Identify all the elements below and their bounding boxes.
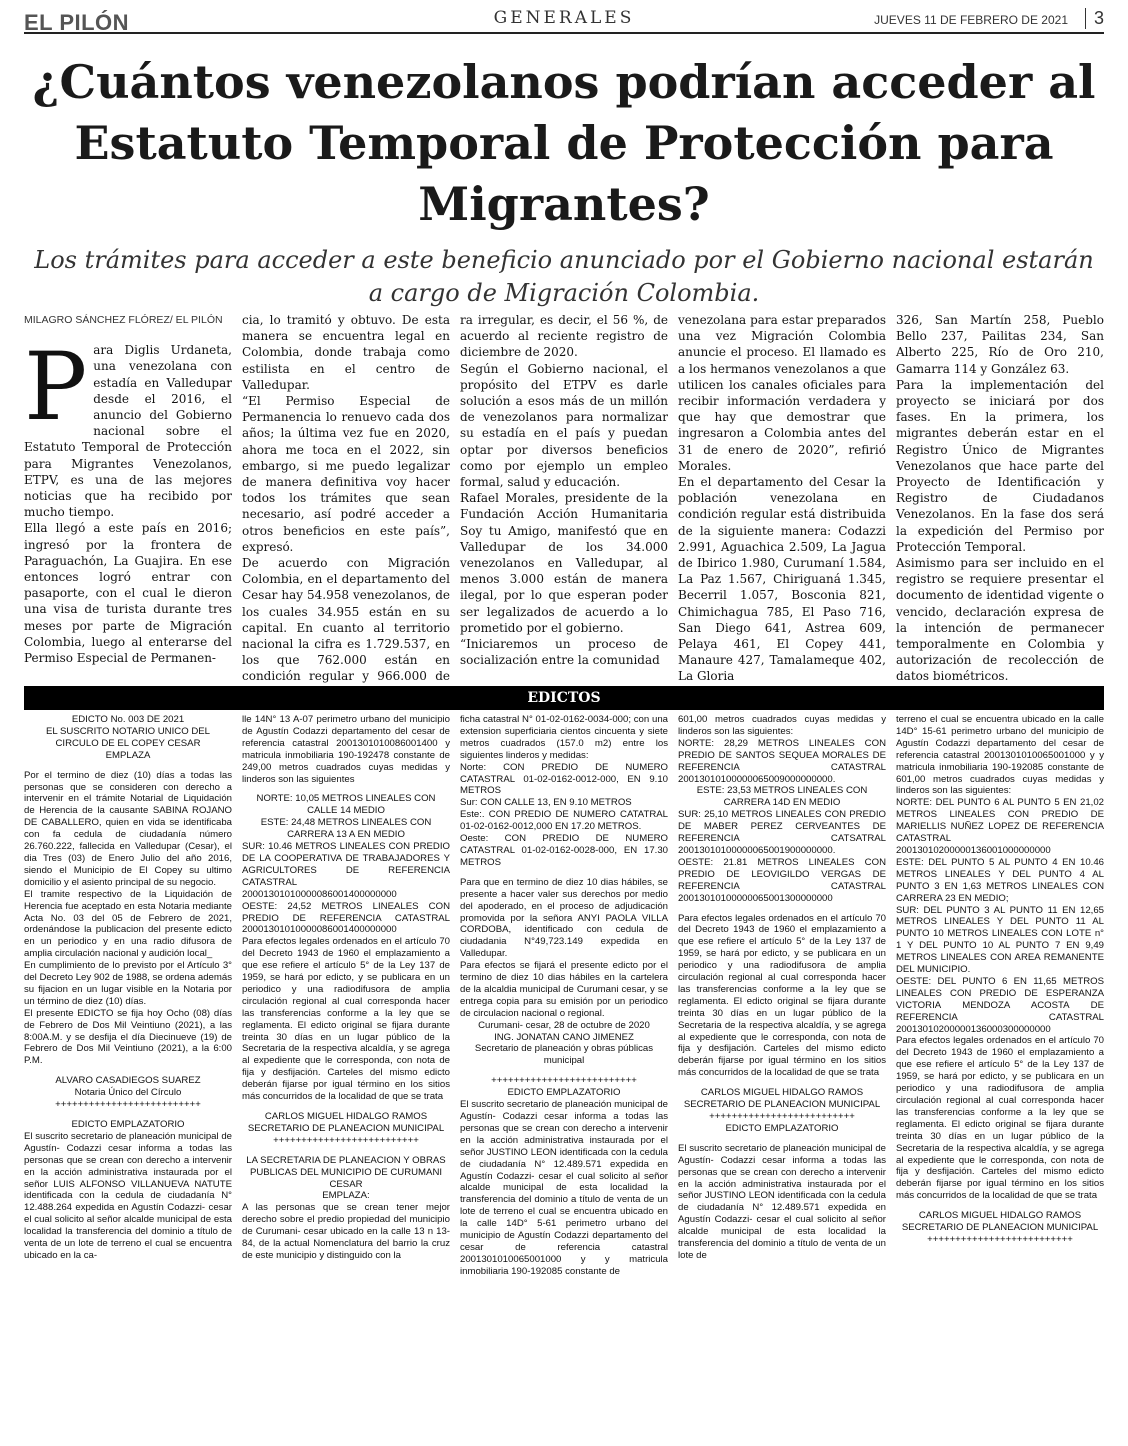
legal-paragraph: NORTE: 10,05 METROS LINEALES CON CALLE 14 MEDIO bbox=[256, 793, 436, 817]
section-name: GENERALES bbox=[493, 8, 635, 28]
article-headline: ¿Cuántos venezolanos podrían acceder al Estatuto Temporal de Protección para Migrantes? bbox=[32, 55, 1096, 231]
page-number: 3 bbox=[1085, 8, 1104, 29]
legal-paragraph: ALVARO CASADIEGOS SUAREZ bbox=[55, 1075, 201, 1087]
paragraph: ra irregular, es decir, el 56 %, de acuerdo al reciente registro de diciembre de 2020. bbox=[460, 313, 668, 360]
legal-paragraph: LA SECRETARIA DE PLANEACION Y OBRAS PUBLICAS DEL MUNICIPIO DE CURUMANI CESAR bbox=[246, 1154, 446, 1190]
legal-paragraph: SECRETARIO DE PLANEACION MUNICIPAL bbox=[247, 1122, 445, 1134]
paragraph: Para la implementación del proyecto se iniciará por dos fases. En la primera, los migrantes deberán estar en el Registro Único de Migrantes Venezolanos que hace parte del Proyecto de Identificación y Registro de Ciudadanos Venezolanos. En la fase dos será la expedición del Permiso por Protección Temporal. bbox=[896, 377, 1104, 554]
drop-cap: P bbox=[24, 333, 88, 443]
legal-paragraph: SUR: DEL PUNTO 3 AL PUNTO 11 EN 12,65 METROS LINEALES Y DEL PUNTO 11 AL PUNTO 10 METROS LINEALES CON LOTE n° 1 Y DEL PUNTO 10 AL PUNTO 7 EN 9,49 METROS LINEALES CON AREA REMANENTE DEL MUNICIPIO. bbox=[896, 904, 1104, 976]
paragraph: En el departamento del Cesar la población venezolana en condición regular está distribuida de la siguiente manera: Codazzi 2.991, Aguachica 2.509, La Jagua de Ibirico 1.980, Curumaní 1.584, La Paz 1.567, Chiriguaná 1.345, Becerril 1.057, Bosconia 821, Chimichagua 785, El Paso 716, San Diego 641, Astrea 609, Pelaya 461, El Copey 441, Manaure 427, Tamalameque 402, La Gloria bbox=[678, 475, 886, 684]
edictos-column-2 bbox=[242, 714, 450, 1436]
article-column-3 bbox=[460, 312, 668, 668]
legal-paragraph: EDICTO EMPLAZATORIO bbox=[725, 1122, 839, 1134]
legal-paragraph: 601,00 metros cuadrados cuyas medidas y linderos son las siguientes: bbox=[678, 714, 886, 737]
masthead bbox=[24, 8, 1104, 34]
legal-paragraph: ING. JONATAN CANO JIMENEZ bbox=[494, 1031, 634, 1043]
legal-paragraph: CARLOS MIGUEL HIDALGO RAMOS bbox=[918, 1210, 1082, 1222]
legal-paragraph: El presente EDICTO se fija hoy Ocho (08) días de Febrero de Dos Mil Veintiuno (2021), a las 8:00A.M. y se desfija el día Diecinueve (19) de Febrero de Dos Mil Veintiuno (2021), a la 6:00 P.M. bbox=[24, 1007, 232, 1067]
legal-paragraph: Para efectos legales ordenados en el artículo 70 del Decreto 1943 de 1960 el emplazamiento a que ese refiere el artículo 5° de la Ley 137 de 1959, se hará por edicto, y se publicara en un periodico y una radiodifusora de amplia circulación regional al cual corresponda hacer las transferencias conforme a la ley que se reglamenta. El edicto original se fijara durante treinta 30 días en un lugar público de la Secretaria de la respectiva alcaldía, y se agrega al expediente que le corresponda, con nota de fija y desfijación. Carteles del mismo edicto deberán fijarse por igual término en los sitios más concurridos de la localidad de que se trata bbox=[896, 1035, 1104, 1202]
legal-paragraph: ESTE: 23,53 METROS LINEALES CON CARRERA 14D EN MEDIO bbox=[696, 785, 868, 809]
legal-paragraph: CARLOS MIGUEL HIDALGO RAMOS bbox=[700, 1087, 864, 1099]
legal-paragraph: terreno el cual se encuentra ubicado en la calle 14D° 15-61 perimetro urbano del municipio de Agustín Codazzi departamento del cesar de referencia catastral 2001301010065001000 y y matricula inmobiliaria 190-192085 constante de 601,00 metros cuadrados cuyas medidas y linderos son las siguientes: bbox=[896, 714, 1104, 797]
article-body bbox=[24, 312, 1104, 684]
paragraph: venezolana para estar preparados una vez Migración Colombia anuncie el proceso. El llamado es a los hermanos venezolanos a que utilicen los canales oficiales para recibir información verdadera y que hay que demostrar que ingresaron a Colombia antes del 31 de enero de 2020”, refirió Morales. bbox=[678, 313, 886, 473]
issue-date: JUEVES 11 DE FEBRERO DE 2021 bbox=[874, 13, 1068, 27]
newspaper-logo: EL PILÓN bbox=[24, 10, 130, 35]
article-column-1 bbox=[24, 312, 232, 668]
article-column-4 bbox=[678, 312, 886, 684]
legal-paragraph: SUR: 10.46 METROS LINEALES CON PREDIO DE LA COOPERATIVA DE TRABAJADORES Y AGRICULTORES DE REFERENCIA CATASTRAL 20001301010000086001400000000 bbox=[242, 841, 450, 900]
article-column-5 bbox=[896, 312, 1104, 684]
legal-paragraph: Oeste: CON PREDIO DE NUMERO CATASTRAL 01-02-0162-0028-000, EN 17.30 METROS bbox=[460, 833, 668, 868]
legal-paragraph: SECRETARIO DE PLANEACION MUNICIPAL bbox=[683, 1099, 881, 1111]
legal-paragraph: El tramite respectivo de la Liquidación de Herencia fue aceptado en esta Notaria mediante Acta No. 03 del 05 de Febrero de 2021, ordenándose la publicacion del presente edicto en un periodico y en una radio difusora de amplia circulación nacional y audición local_ bbox=[24, 888, 232, 960]
legal-paragraph: Notaria Único del Círculo bbox=[74, 1087, 182, 1099]
edictos-column-3 bbox=[460, 714, 668, 1436]
legal-paragraph: En cumplimiento de lo previsto por el Artículo 3° del Decreto Ley 902 de 1988, se ordena además su fijacion en un lugar visible en la Notaria por un término de diez (10) días. bbox=[24, 960, 233, 1007]
legal-paragraph: OESTE: DEL PUNTO 6 EN 11,65 METROS LINEALES CON PREDIO DE ESPERANZA VICTORIA MENDOZA ACOSTA DE REFERENCIA CATASTRAL 20013010200000136000300000000 bbox=[896, 975, 1104, 1035]
legal-paragraph: NORTE: 28,29 METROS LINEALES CON PREDIO DE SANTOS SEQUEA MORALES DE REFERENCIA CATASTRAL 20013010100000065009000000000. bbox=[678, 737, 886, 785]
paragraph: Rafael Morales, presidente de la Fundación Acción Humanitaria Soy tu Amigo, manifestó que en Valledupar de los 34.000 venezolanos en Valledupar, al menos 3.000 están de manera ilegal, por lo que esperan poder ser legalizados de acuerdo a lo prometido por el gobierno. bbox=[460, 491, 668, 635]
legal-paragraph: ++++++++++++++++++++++++++ bbox=[709, 1111, 855, 1122]
paragraph: 326, San Martín 258, Pueblo Bello 237, Pailitas 234, San Alberto 225, Río de Oro 210, Gamarra 114 y González 63. bbox=[896, 313, 1104, 376]
legal-paragraph: Para efectos legales ordenados en el artículo 70 del Decreto 1943 de 1960 el emplazamiento a que ese refiere el artículo 5° de la Ley 137 de 1959, se hará por edicto, y se publicara en un periodico y una radiodifusora de amplia circulación regional al cual corresponda hacer las transferencias conforme a la ley que se reglamenta. El edicto original se fijara durante treinta 30 días en un lugar público de la Secretaria de la respectiva alcaldía, y se agrega al expediente que le corresponda, con nota de fija y desfijación. Carteles del mismo edicto deberán fijarse por igual término en los sitios más concurridos de la localidad de que se trata bbox=[242, 936, 450, 1103]
legal-paragraph: Este:. CON PREDIO DE NUMERO CATATRAL 01-02-0162-0012,000 EN 17.20 METROS. bbox=[460, 809, 668, 833]
legal-paragraph: OESTE: 21.81 METROS LINEALES CON PREDIO DE LEOVIGILDO VERGAS DE REFERENCIA CATASTRAL 20013010100000065001300000000 bbox=[678, 856, 886, 904]
legal-paragraph: A las personas que se crean tener mejor derecho sobre el predio propiedad del municipio de Curumani- cesar ubicado en la calle 13 n 13-84, de la actual Nomenclatura del barrio la cruz de este municipio y distinguido con la bbox=[242, 1202, 450, 1261]
paragraph: De acuerdo con Migración Colombia, en el departamento del Cesar hay 54.958 venezolanos, de los cuales 34.955 están en su capital. En cuanto al territorio nacional la cifra es 1.729.537, en los que 762.000 están en condición regular y 966.000 de bbox=[242, 556, 450, 684]
paragraph: Ella llegó a este país en 2016; ingresó por la frontera de Paraguachón, La Guajira. En ese entonces logró entrar con pasaporte, con el cual le dieron una visa de turista durante tres meses por parte de Migración Colombia, luego al enterarse del Permiso Especial de Permanen- bbox=[24, 521, 232, 666]
paragraph: Asimismo para ser incluido en el registro se requiere presentar el documento de identidad vigente o vencido, declaración expresa de la intención de permanecer temporalmente en Colombia y autorización de recolección de datos biométricos. bbox=[896, 556, 1104, 684]
legal-paragraph: ESTE: DEL PUNTO 5 AL PUNTO 4 EN 10.46 METROS LINEALES Y DEL PUNTO 4 AL PUNTO 3 EN 1,63 METROS LINEALES CON CARRERA 23 EN MEDIO; bbox=[896, 856, 1104, 904]
legal-paragraph: ficha catastral N° 01-02-0162-0034-000; con una extension superficiaria cientos cincuenta y siete metros cuadrados (157.0 m2) entre los siguientes linderos y medidas: bbox=[460, 714, 668, 761]
legal-paragraph: El suscrito secretario de planeación municipal de Agustín- Codazzi cesar informa a todas las personas que se crean con derecho a intervenir en la acción administrativa instaurada por el señor JUSTINO LEON identificada con la cedula de ciudadanía N° 12.489.571 expedida en Agustín Codazzi- cesar el cual solicito al señor alcalde municipal de esta localidad la transferencia del dominio a título de venta de un lote de bbox=[678, 1142, 886, 1261]
paragraph: “El Permiso Especial de Permanencia lo renuevo cada dos años; la última vez fue en 2020, ahora me toca en el 2022, sin embargo, si me puedo legalizar de manera definitiva voy hacer todos los trámites que sean necesario, así podré acceder a otros beneficios en este país”, expresó. bbox=[242, 394, 450, 554]
paragraph: “Iniciaremos un proceso de socialización entre la comunidad bbox=[460, 637, 668, 668]
edictos-column-1 bbox=[24, 714, 232, 1436]
paragraph: ara Diglis Urdaneta, una venezolana con estadía en Valledupar desde el 2016, el anuncio del Gobierno nacional sobre el Estatuto Temporal de Protección para Migrantes Venezolanos, ETPV, es una de las mejores noticias que ha recibido por mucho tiempo. bbox=[24, 343, 232, 520]
legal-paragraph: NORTE: DEL PUNTO 6 AL PUNTO 5 EN 21,02 METROS LINEALES CON PREDIO DE MARIELLIS NUÑEZ LOPEZ DE REFERENCIA CATASTRAL 20013010200000136001000000000 bbox=[896, 797, 1104, 856]
legal-paragraph: El suscrito secretario de planeación municipal de Agustín- Codazzi cesar informa a todas las personas que se crean con derecho a intervenir en la acción administrativa instaurada por el señor LUIS ALFONSO VILLANUEVA NATUTE identificada con la cedula de ciudadanía N° 12.488.264 expedida en Agustín Codazzi- cesar el cual solicito al señor alcalde municipal de esta localidad la transferencia del dominio a título de venta de un lote de terreno el cual se encuentra ubicado en la ca- bbox=[24, 1130, 232, 1261]
legal-paragraph: Por el termino de diez (10) días a todas las personas que se consideren con derecho a intervenir en el trámite Notarial de Liquidación de Herencia de la causante SABINA ROJANO DE CABALLERO, quien en vida se identificaba con fa cedula de ciudadanía número 26.760.222, fallecida en Valledupar (Cesar), el dia Tres (03) de Enero Julio del año 2016, siendo el Municipio de El Copey su ultimo domicilio y el asiento principal de su negocio. bbox=[24, 769, 232, 888]
edictos-column-4 bbox=[678, 714, 886, 1436]
legal-paragraph: ++++++++++++++++++++++++++ bbox=[491, 1075, 637, 1087]
legal-paragraph: SECRETARIO DE PLANEACION MUNICIPAL bbox=[901, 1222, 1099, 1234]
legal-paragraph: EMPLAZA bbox=[105, 749, 151, 761]
legal-paragraph: ++++++++++++++++++++++++++ bbox=[55, 1099, 201, 1111]
legal-paragraph: lle 14N° 13 A-07 perimetro urbano del municipio de Agustín Codazzi departamento del cesar de referencia catastral 2001301010086001400 y matricula inmobiliaria 190-192478 constante de 249,00 metros cuadrados cuyas medidas y linderos son las siguientes bbox=[242, 714, 450, 785]
legal-paragraph: EDICTO EMPLAZATORIO bbox=[507, 1087, 621, 1099]
legal-paragraph: Curumani- cesar, 28 de octubre de 2020 bbox=[478, 1019, 650, 1031]
legal-paragraph: CARLOS MIGUEL HIDALGO RAMOS bbox=[264, 1111, 428, 1122]
legal-paragraph: Secretario de planeación y obras públicas municipal bbox=[474, 1043, 654, 1067]
edictos-body bbox=[24, 714, 1104, 1436]
edictos-section-header: EDICTOS bbox=[24, 686, 1104, 710]
legal-paragraph: EDICTO No. 003 DE 2021 bbox=[71, 714, 185, 725]
legal-paragraph: Para que en termino de diez 10 dias hábiles, se presente a hacer valer sus derechos por medio del apoderado, en el proceso de adjudicación promovida por la señora ANYI PAOLA VILLA CORDOBA, identificado con cedula de ciudadania N°49,723.149 expedida en Valledupar. bbox=[460, 876, 668, 960]
legal-paragraph: Para efectos se fijará el presente edicto por el termino de diez 10 dias hábiles en la cartelera de la alcaldia municipal de Curumani cesar, y se entrega copia para su emisión por un periodico de circulacion nacional o regional. bbox=[460, 960, 668, 1019]
legal-paragraph: Para efectos legales ordenados en el artículo 70 del Decreto 1943 de 1960 el emplazamiento a que ese refiere el artículo 5° de la Ley 137 de 1959, se hará por edicto, y se publicara en un periodico y una radiodifusora de amplia circulación regional al cual corresponda hacer las transferencias conforme a la ley que se reglamenta. El edicto original se fijara durante treinta 30 días en un lugar público de la Secretaria de la respectiva alcaldía, y se agrega al expediente que le corresponda, con nota de fija y desfijación. Carteles del mismo edicto deberán fijarse por igual término en los sitios más concurridos de la localidad de que se trata bbox=[678, 912, 886, 1079]
article-deck: Los trámites para acceder a este beneficio anunciado por el Gobierno nacional estarán a cargo de Migración Colombia. bbox=[34, 246, 1094, 307]
legal-paragraph: SUR: 25,10 METROS LINEALES CON PREDIO DE MABER PEREZ CERVEANTES DE REFERENCIA CATSATRAL 20013010100000065001900000000. bbox=[678, 809, 886, 856]
legal-paragraph: EMPLAZA: bbox=[322, 1190, 370, 1202]
legal-paragraph: ++++++++++++++++++++++++++ bbox=[273, 1134, 419, 1146]
legal-paragraph: ESTE: 24,48 METROS LINEALES CON CARRERA 13 A EN MEDIO bbox=[260, 817, 432, 841]
legal-paragraph: ++++++++++++++++++++++++++ bbox=[927, 1233, 1073, 1245]
edictos-column-5 bbox=[896, 714, 1104, 1436]
legal-paragraph: El suscrito secretario de planeación municipal de Agustín- Codazzi cesar informa a todas las personas que se crean con derecho a intervenir en la acción administrativa instaurada por el señor JUSTINO LEON identificada con la cedula de ciudadanía N° 12.489.571 expedida en Agustín Codazzi- cesar el cual solicito al señor alcalde municipal de esta localidad la transferencia del dominio a título de venta de un lote de terreno el cual se encuentra ubicado en la calle 14D° 5-61 perimetro urbano del municipio de Agustín Codazzi departamento del cesar de referencia catastral 2001301010065001000 y y matricula inmobiliaria 190-192085 constante de bbox=[460, 1099, 668, 1277]
legal-paragraph: Sur: CON CALLE 13, EN 9.10 METROS bbox=[460, 797, 632, 809]
legal-paragraph: EL SUSCRITO NOTARIO UNICO DEL CIRCULO DE EL COPEY CESAR bbox=[45, 725, 210, 749]
legal-paragraph: OESTE: 24,52 METROS LINEALES CON PREDIO DE REFERENCIA CATASTRAL 20001301010000086001400000000 bbox=[242, 900, 450, 936]
byline: MILAGRO SÁNCHEZ FLÓREZ/ EL PILÓN bbox=[24, 314, 223, 326]
paragraph: Según el Gobierno nacional, el propósito del ETPV es darle solución a esos más de un millón de venezolanos para normalizar su estadía en el país y puedan optar por diversos beneficios como por ejemplo un empleo formal, salud y educación. bbox=[460, 361, 668, 490]
paragraph: cia, lo tramitó y obtuvo. De esta manera se encuentra legal en Colombia, donde trabaja como estilista en el centro de Valledupar. bbox=[242, 313, 450, 392]
legal-paragraph: Norte: CON PREDIO DE NUMERO CATASTRAL 01-02-0162-0012-000, EN 9.10 METROS bbox=[460, 761, 668, 797]
article-column-2 bbox=[242, 312, 450, 684]
legal-paragraph: EDICTO EMPLAZATORIO bbox=[71, 1119, 185, 1130]
